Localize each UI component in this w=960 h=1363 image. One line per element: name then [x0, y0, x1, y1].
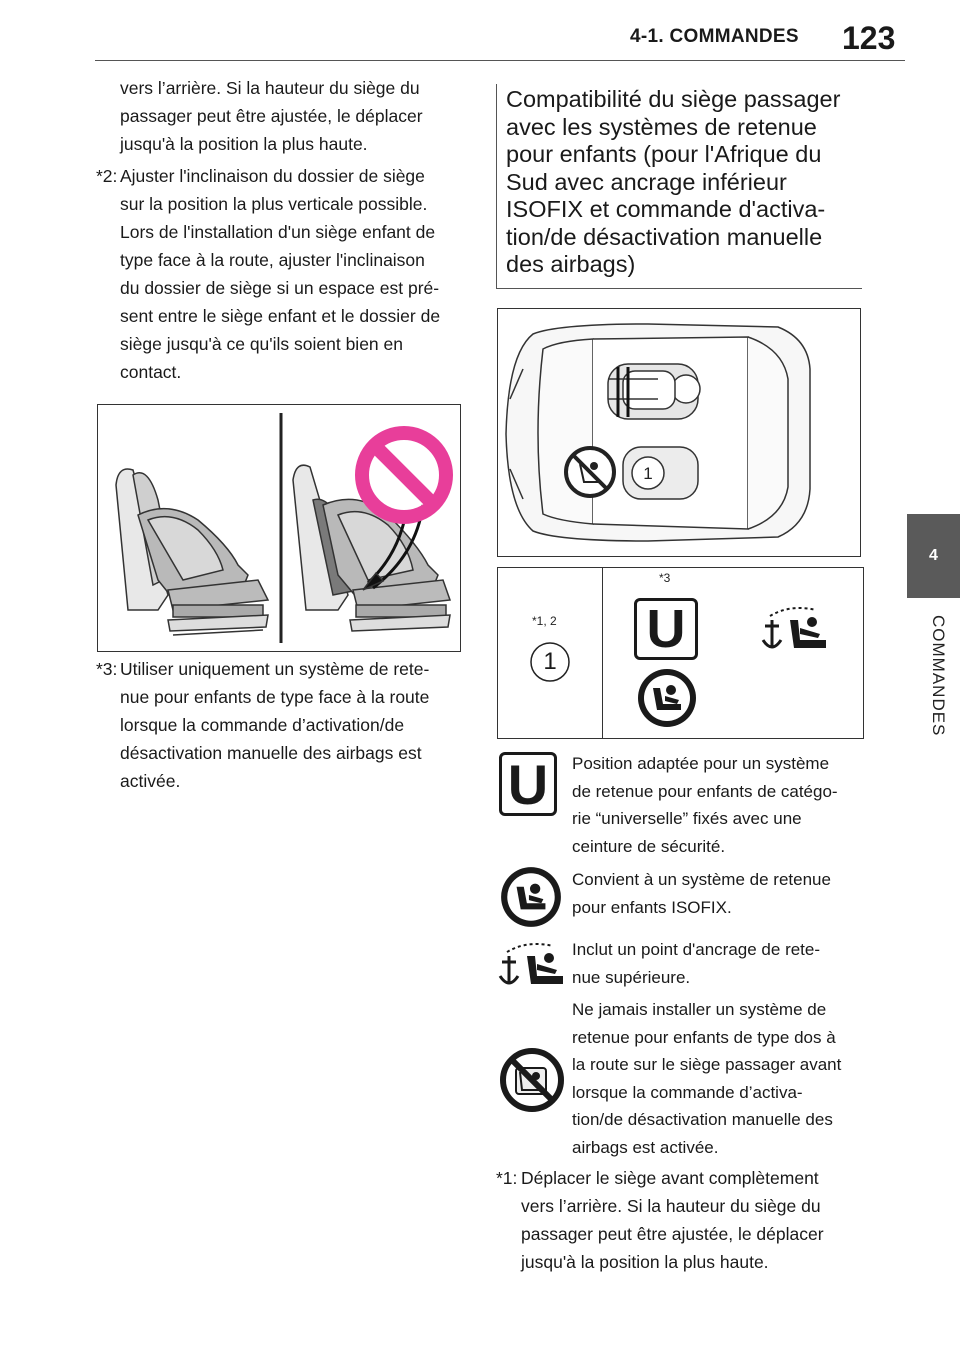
- heading-line: avec les systèmes de retenue: [506, 113, 817, 140]
- footnote-2-mark-text: *2:: [96, 166, 118, 186]
- legend-prohibited-icon: [498, 1046, 566, 1114]
- text-line: désactivation manuelle des airbags est: [120, 743, 422, 763]
- table-left-number: 1: [543, 648, 557, 675]
- heading-line: ISOFIX et commande d'activa-: [506, 196, 826, 222]
- intro-paragraph: [120, 74, 470, 158]
- text-line: jusqu'à la position la plus haute.: [521, 1252, 769, 1272]
- universal-u-icon: [634, 598, 698, 660]
- legend-universal-text: [572, 750, 867, 860]
- text-line: ceinture de sécurité.: [572, 836, 726, 856]
- title-left-rule: [496, 84, 497, 288]
- section-title: 4-1. COMMANDES: [630, 26, 799, 47]
- table-left-note: *1, 2: [532, 614, 557, 628]
- text-line: type face à la route, ajuster l'inclinaison: [120, 250, 425, 270]
- footnote-3-text: [120, 655, 465, 795]
- text-line: sur la position la plus verticale possible.: [120, 194, 428, 214]
- text-line: retenue pour enfants de type dos à: [572, 1027, 836, 1047]
- text-line: activée.: [120, 771, 181, 791]
- text-line: Position adaptée pour un système: [572, 754, 830, 773]
- text-line: tion/de désactivation manuelle des: [572, 1110, 833, 1130]
- page-number: 123: [842, 20, 896, 56]
- text-line: Inclut un point d'ancrage de rete-: [572, 940, 821, 959]
- text-line: airbags est activée.: [572, 1137, 719, 1157]
- text-line: du dossier de siège si un espace est pré-: [120, 278, 440, 298]
- section-heading: [506, 86, 846, 279]
- legend-prohibited-text: [572, 996, 867, 1162]
- passenger-seat-number: 1: [643, 464, 653, 483]
- text-line: lorsque la commande d’activation/de: [120, 715, 405, 735]
- seat-recline-illustration: [98, 405, 460, 651]
- text-line: passager peut être ajustée, le déplacer: [521, 1224, 824, 1244]
- prohibition-sign-icon: [362, 433, 446, 517]
- footnote-1-text: [521, 1164, 866, 1276]
- text-line: nue supérieure.: [572, 967, 691, 987]
- footnote-1-mark: [496, 1164, 517, 1192]
- text-line: siège jusqu'à ce qu'ils soient bien en: [120, 334, 403, 354]
- legend-anchor-icon: [497, 938, 569, 994]
- text-line: rie “universelle” fixés avec une: [572, 809, 802, 829]
- footnote-1-mark-text: *1:: [496, 1168, 518, 1188]
- text-line: Lors de l'installation d'un siège enfant de: [120, 222, 436, 242]
- heading-line: pour enfants (pour l'Afrique du: [506, 141, 822, 167]
- prohibited-rear-facing-seat-icon: [566, 448, 614, 496]
- top-tether-anchor-icon: [760, 602, 832, 658]
- title-bottom-rule: [496, 288, 862, 289]
- table-left-number-badge: [528, 640, 572, 684]
- text-line: de retenue pour enfants de catégo-: [572, 781, 838, 801]
- text-line: Déplacer le siège avant complètement: [521, 1168, 819, 1188]
- header-rule: [95, 60, 905, 61]
- legend-isofix-text: [572, 866, 867, 921]
- correct-seat-illustration: [116, 469, 268, 635]
- text-line: vers l’arrière. Si la hauteur du siège du: [521, 1196, 821, 1216]
- text-line: vers l’arrière. Si la hauteur du siège du: [120, 78, 420, 98]
- legend-isofix-icon: [498, 864, 564, 930]
- footnote-2-mark: [96, 162, 117, 190]
- text-line: passager peut être ajustée, le déplacer: [120, 106, 423, 126]
- heading-line: tion/de désactivation manuelle: [506, 223, 823, 250]
- text-line: Ajuster l'inclinaison du dossier de siège: [120, 166, 425, 186]
- heading-line: Sud avec ancrage inférieur: [506, 168, 787, 195]
- isofix-seat-icon: [635, 666, 699, 730]
- compatibility-table: [497, 567, 864, 739]
- footnote-3-mark-text: *3:: [96, 659, 118, 679]
- legend-u-icon: [499, 752, 557, 816]
- footnote-3-mark: [96, 655, 117, 683]
- text-line: pour enfants ISOFIX.: [572, 897, 732, 917]
- text-line: la route sur le siège passager avant: [572, 1055, 842, 1075]
- text-line: nue pour enfants de type face à la route: [120, 687, 430, 707]
- passenger-seat: [623, 447, 698, 499]
- text-line: jusqu'à la position la plus haute.: [120, 134, 368, 154]
- table-divider: [602, 568, 603, 738]
- chapter-tab-label: COMMANDES: [929, 615, 948, 737]
- text-line: Utiliser uniquement un système de rete-: [120, 659, 430, 679]
- legend-anchor-text: [572, 936, 867, 991]
- car-top-view-figure: [497, 308, 861, 557]
- table-right-note: *3: [659, 571, 671, 585]
- driver-seat: [608, 364, 700, 419]
- text-line: Convient à un système de retenue: [572, 870, 831, 889]
- heading-line: des airbags): [506, 251, 636, 277]
- legend-u-letter: U: [499, 752, 557, 816]
- text-line: contact.: [120, 362, 182, 382]
- text-line: sent entre le siège enfant et le dossier de: [120, 306, 441, 326]
- text-line: lorsque la commande d’activa-: [572, 1082, 803, 1102]
- heading-line: Compatibilité du siège passager: [506, 86, 841, 112]
- seat-recline-figure: [97, 404, 461, 652]
- footnote-2-text: [120, 162, 465, 386]
- u-letter: U: [646, 599, 686, 659]
- car-top-view-illustration: [498, 309, 860, 556]
- chapter-tab-number: 4: [907, 514, 960, 598]
- text-line: Ne jamais installer un système de: [572, 1000, 827, 1019]
